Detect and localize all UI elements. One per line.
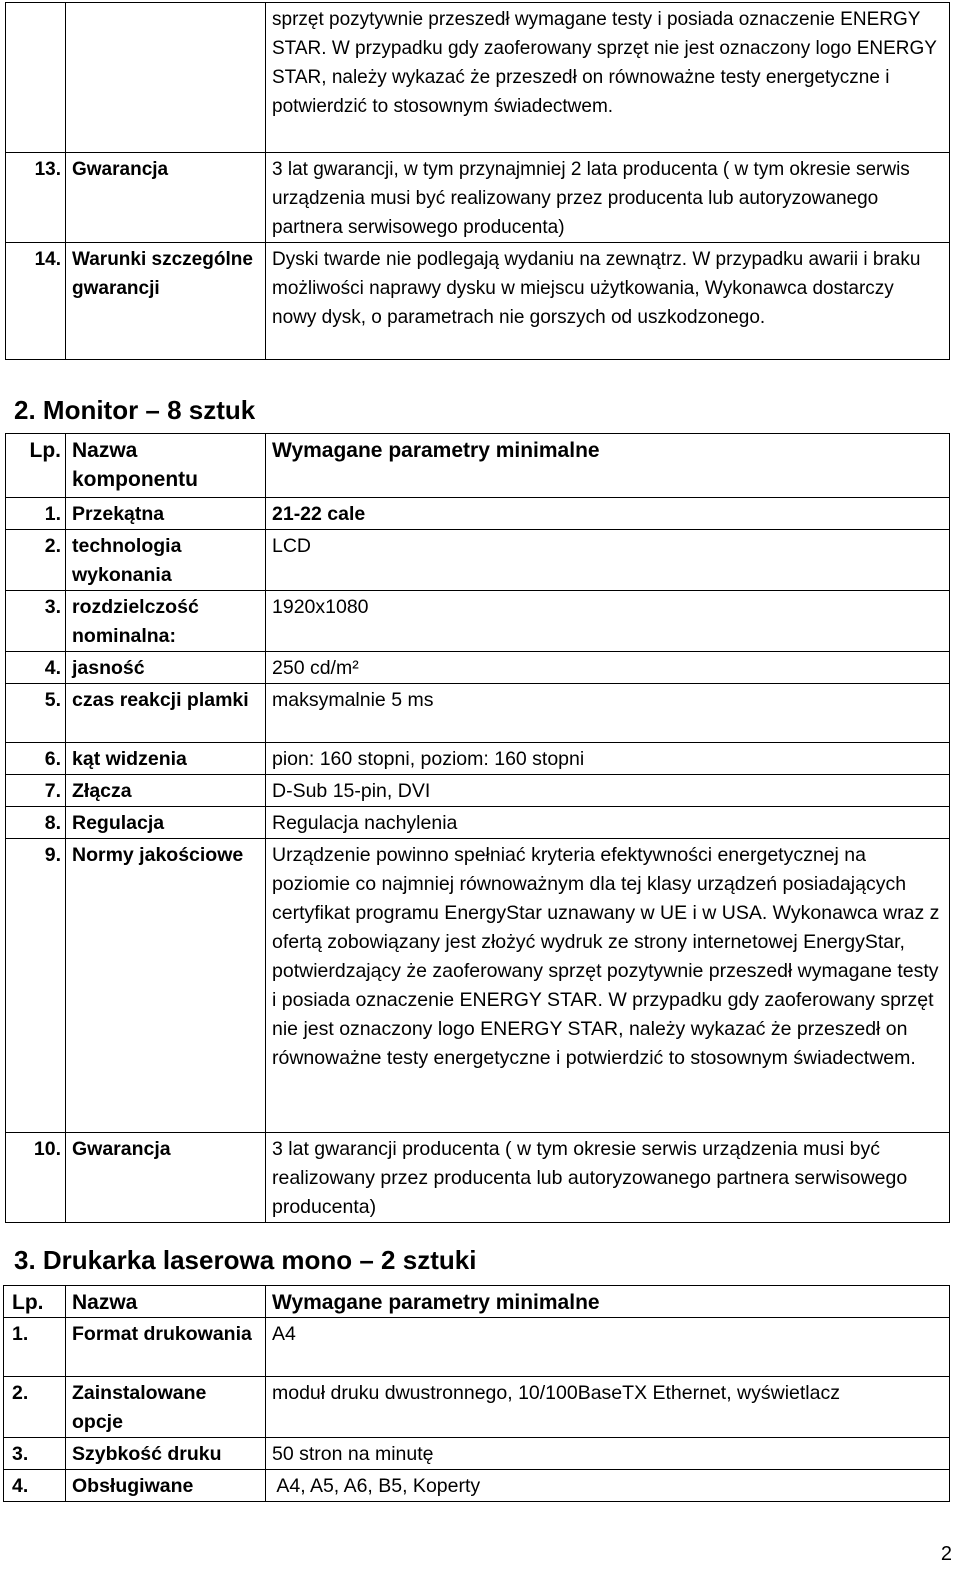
row-number: 3. bbox=[6, 591, 66, 652]
row-number: 10. bbox=[6, 1133, 66, 1223]
row-number: 5. bbox=[6, 684, 66, 743]
row-number: 4. bbox=[6, 652, 66, 684]
requirement-value: 3 lat gwarancji producenta ( w tym okresie serwis urządzenia musi być realizowany przez producenta lub autoryzowanego partnera serwisowego producenta) bbox=[266, 1133, 950, 1223]
requirement-value: LCD bbox=[266, 530, 950, 591]
requirement-value: maksymalnie 5 ms bbox=[266, 684, 950, 743]
component-name: czas reakcji plamki bbox=[66, 684, 266, 743]
component-name: Gwarancja bbox=[66, 153, 266, 243]
header-name: Nazwa komponentu bbox=[66, 434, 266, 498]
monitor-requirements-table bbox=[5, 433, 950, 1223]
component-name: Zainstalowane opcje bbox=[66, 1377, 266, 1438]
component-name bbox=[66, 3, 266, 153]
row-number: 1. bbox=[4, 1318, 66, 1377]
component-name: Przekątna bbox=[66, 498, 266, 530]
table-row bbox=[4, 1470, 950, 1502]
row-number: 3. bbox=[4, 1438, 66, 1470]
header-lp: Lp. bbox=[4, 1286, 66, 1318]
header-requirements: Wymagane parametry minimalne bbox=[266, 1286, 950, 1318]
section-heading-printer: 3. Drukarka laserowa mono – 2 sztuki bbox=[14, 1245, 477, 1275]
requirement-value: 250 cd/m² bbox=[266, 652, 950, 684]
row-number: 13. bbox=[6, 153, 66, 243]
component-name: Regulacja bbox=[66, 807, 266, 839]
requirement-value: sprzęt pozytywnie przeszedł wymagane testy i posiada oznaczenie ENERGY STAR. W przypadku gdy zaoferowany sprzęt nie jest oznaczony logo ENERGY STAR, należy wykazać że przeszedł on równoważne testy energetyczne i potwierdzić to stosownym świadectwem. bbox=[266, 3, 950, 153]
table-row bbox=[4, 1438, 950, 1470]
row-number: 1. bbox=[6, 498, 66, 530]
requirement-value: moduł druku dwustronnego, 10/100BaseTX Ethernet, wyświetlacz bbox=[266, 1377, 950, 1438]
component-name: Format drukowania bbox=[66, 1318, 266, 1377]
header-requirements: Wymagane parametry minimalne bbox=[266, 434, 950, 498]
requirement-value: 1920x1080 bbox=[266, 591, 950, 652]
component-name: Warunki szczególne gwarancji bbox=[66, 243, 266, 360]
table-row bbox=[6, 652, 950, 684]
table-row bbox=[6, 775, 950, 807]
requirement-value: 50 stron na minutę bbox=[266, 1438, 950, 1470]
table-row bbox=[6, 1133, 950, 1223]
component-name: Szybkość druku bbox=[66, 1438, 266, 1470]
requirement-value: Dyski twarde nie podlegają wydaniu na zewnątrz. W przypadku awarii i braku możliwości naprawy dysku w miejscu użytkowania, Wykonawca dostarczy nowy dysk, o parametrach nie gorszych od uszkodzonego. bbox=[266, 243, 950, 360]
page-number: 2 bbox=[940, 1543, 952, 1565]
row-number: 2. bbox=[4, 1377, 66, 1438]
component-name: Obsługiwane bbox=[66, 1470, 266, 1502]
table-row bbox=[6, 3, 950, 153]
row-number: 4. bbox=[4, 1470, 66, 1502]
table-header-row bbox=[6, 434, 950, 498]
requirement-value: A4 bbox=[266, 1318, 950, 1377]
component-name: jasność bbox=[66, 652, 266, 684]
row-number: 7. bbox=[6, 775, 66, 807]
table-row bbox=[6, 743, 950, 775]
table-row bbox=[6, 530, 950, 591]
component-name: Normy jakościowe bbox=[66, 839, 266, 1133]
component-name: technologia wykonania bbox=[66, 530, 266, 591]
component-name: Gwarancja bbox=[66, 1133, 266, 1223]
component-name: rozdzielczość nominalna: bbox=[66, 591, 266, 652]
table-header-row bbox=[4, 1286, 950, 1318]
requirement-value: 21-22 cale bbox=[266, 498, 950, 530]
header-lp: Lp. bbox=[6, 434, 66, 498]
table-row bbox=[6, 684, 950, 743]
table-row bbox=[4, 1377, 950, 1438]
table-row bbox=[6, 243, 950, 360]
requirement-value: Urządzenie powinno spełniać kryteria efektywności energetycznej na poziomie co najmniej równoważnym dla tej klasy urządzeń posiadających certyfikat programu EnergyStar uznawany w UE i w USA. Wykonawca wraz z ofertą zobowiązany jest złożyć wydruk ze strony internetowej EnergyStar, potwierdzający że zaoferowany sprzęt pozytywnie przeszedł wymagane testy i posiada oznaczenie ENERGY STAR. W przypadku gdy zaoferowany sprzęt nie jest oznaczony logo ENERGY STAR, należy wykazać że przeszedł on równoważne testy energetyczne i potwierdzić to stosownym świadectwem. bbox=[266, 839, 950, 1133]
table-row bbox=[6, 153, 950, 243]
header-name: Nazwa bbox=[66, 1286, 266, 1318]
table-row bbox=[6, 591, 950, 652]
requirement-value: Regulacja nachylenia bbox=[266, 807, 950, 839]
requirement-value: 3 lat gwarancji, w tym przynajmniej 2 lata producenta ( w tym okresie serwis urządzenia musi być realizowany przez producenta lub autoryzowanego partnera serwisowego producenta) bbox=[266, 153, 950, 243]
component-name: kąt widzenia bbox=[66, 743, 266, 775]
row-number bbox=[6, 3, 66, 153]
table-row bbox=[4, 1318, 950, 1377]
requirement-value: D-Sub 15-pin, DVI bbox=[266, 775, 950, 807]
row-number: 8. bbox=[6, 807, 66, 839]
section-heading-monitor: 2. Monitor – 8 sztuk bbox=[14, 395, 256, 425]
requirement-value: A4, A5, A6, B5, Koperty bbox=[266, 1470, 950, 1502]
requirement-value: pion: 160 stopni, poziom: 160 stopni bbox=[266, 743, 950, 775]
row-number: 14. bbox=[6, 243, 66, 360]
row-number: 9. bbox=[6, 839, 66, 1133]
component-name: Złącza bbox=[66, 775, 266, 807]
row-number: 2. bbox=[6, 530, 66, 591]
table-row bbox=[6, 498, 950, 530]
table-row bbox=[6, 807, 950, 839]
row-number: 6. bbox=[6, 743, 66, 775]
printer-requirements-table bbox=[3, 1285, 950, 1502]
workstation-requirements-table-continued bbox=[5, 2, 950, 360]
table-row bbox=[6, 839, 950, 1133]
